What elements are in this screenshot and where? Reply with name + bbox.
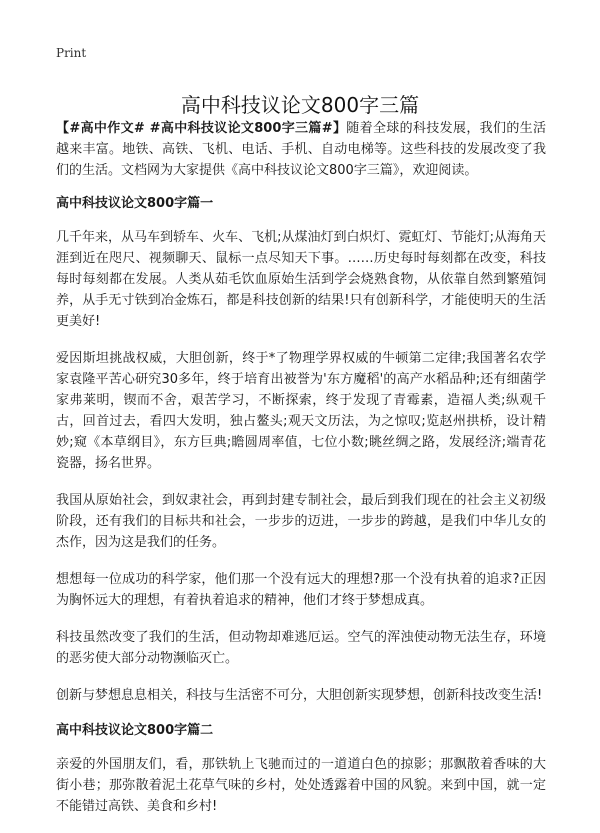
paragraph: 科技虽然改变了我们的生活，但动物却难逃厄运。空气的浑浊使动物无法生存，环境的恶劣使大部分动物濒临灭亡。	[56, 630, 546, 666]
print-link[interactable]: Print	[56, 46, 87, 60]
section-heading-2: 高中科技议论文800字篇二	[56, 723, 214, 738]
paragraph: 爱因斯坦挑战权威，大胆创新，终于*了物理学界权威的牛顿第二定律;我国著名农学家袁隆平苦心研究30多年，终于培育出被誉为'东方魔稻'的高产水稻品种;还有细菌学家弗莱明，锲而不舍，艰苦学习，不断探索，终于发现了青霉素，造福人类;纵观千古，回首过去，看四大发明，独占鳌头;观天文历法，为之惊叹;览赵州拱桥，设计精妙;窥《本草纲目》，东方巨典;瞻圆周率值，七位小数;眺丝绸之路，发展经济;端青花瓷器，扬名世界。	[56, 351, 546, 471]
page-title: 高中科技议论文800字三篇	[180, 93, 420, 118]
section-heading-1: 高中科技议论文800字篇一	[56, 196, 214, 211]
paragraph: 创新与梦想息息相关，科技与生活密不可分，大胆创新实现梦想，创新科技改变生活!	[56, 688, 543, 703]
intro-paragraph	[56, 118, 546, 181]
intro-text: 随着全球的科技发展，我们的生活越来丰富。地铁、高铁、飞机、电话、手机、自动电梯等。这些科技的发展改变了我们的生活。文档网为大家提供《高中科技议论文800字三篇》，欢迎阅读。	[56, 121, 546, 178]
paragraph: 亲爱的外国朋友们，看，那铁轨上飞驰而过的一道道白色的掠影；那飘散着香味的大街小巷；那弥散着泥土花草气味的乡村，处处透露着中国的风貌。来到中国，就一定不能错过高铁、美食和乡村!	[56, 757, 546, 814]
paragraph: 我国从原始社会，到奴隶社会，再到封建专制社会，最后到我们现在的社会主义初级阶段，还有我们的目标共和社会，一步步的迈进，一步步的跨越，是我们中华儿女的杰作，因为这是我们的任务。	[56, 493, 546, 550]
intro-tag: 【#高中作文# #高中科技议论文800字三篇#】	[56, 121, 347, 136]
article-body	[56, 118, 546, 833]
paragraph: 想想每一位成功的科学家，他们那一个没有远大的理想?那一个没有执着的追求?正因为胸怀远大的理想，有着执着追求的精神，他们才终于梦想成真。	[56, 572, 546, 608]
paragraph: 几千年来，从马车到轿车、火车、飞机;从煤油灯到白炽灯、霓虹灯、节能灯;从海角天涯到近在咫尺、视频聊天、鼠标一点尽知天下事。……历史每时每刻都在改变，科技每时每刻都在发展。人类从茹毛饮血原始生活到学会烧熟食物，从依靠自然到繁殖饲养，从手无寸铁到冶金炼石，都是科技创新的结果!只有创新科学，才能使明天的生活更美好!	[56, 230, 546, 329]
